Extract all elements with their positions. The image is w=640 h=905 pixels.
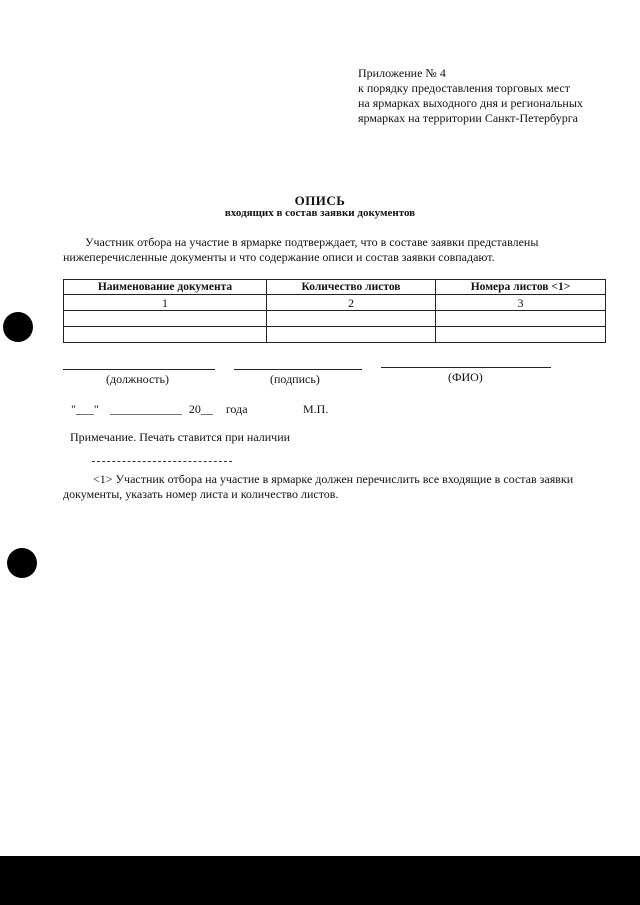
signature-label: (подпись)	[270, 372, 320, 386]
year-word: года	[225, 402, 248, 416]
appendix-line: на ярмарках выходного дня и региональных	[358, 96, 583, 110]
note-text: Примечание. Печать ставится при наличии	[70, 430, 291, 444]
year-blank[interactable]: __	[200, 402, 213, 416]
appendix-number: Приложение № 4	[358, 66, 446, 80]
table-row	[64, 327, 606, 343]
intro-line: Участник отбора на участие в ярмарке подтверждает, что в составе заявки представлены	[85, 235, 539, 249]
footnote	[63, 472, 611, 502]
year-prefix: 20	[188, 402, 201, 416]
table-header-row	[64, 280, 606, 295]
footnote-separator	[92, 461, 232, 462]
scan-border	[0, 856, 640, 905]
header-document-name: Наименование документа	[64, 280, 267, 295]
table-cell[interactable]	[267, 311, 436, 327]
punch-hole-mark	[7, 548, 37, 578]
month-blank[interactable]: ____________	[109, 402, 182, 416]
position-label: (должность)	[106, 372, 169, 386]
table-cell[interactable]	[436, 327, 606, 343]
table-cell[interactable]	[267, 327, 436, 343]
table-cell[interactable]	[64, 327, 267, 343]
header-sheet-count: Количество листов	[267, 280, 436, 295]
position-line[interactable]	[63, 369, 215, 370]
documents-table	[63, 279, 606, 343]
intro-paragraph	[63, 235, 603, 265]
footnote-line: документы, указать номер листа и количество листов.	[63, 487, 339, 501]
appendix-line: ярмарках на территории Санкт-Петербурга	[358, 111, 578, 125]
fullname-label: (ФИО)	[448, 370, 483, 384]
date-quote: "	[93, 402, 99, 416]
punch-hole-mark	[3, 312, 33, 342]
intro-line: нижеперечисленные документы и что содержание описи и состав заявки совпадают.	[63, 250, 495, 264]
appendix-block	[358, 66, 583, 126]
signature-line[interactable]	[234, 369, 362, 370]
table-row	[64, 295, 606, 311]
document-title: ОПИСЬ	[294, 193, 346, 208]
footnote-line: <1> Участник отбора на участие в ярмарке должен перечислить все входящие в состав заявки	[93, 472, 574, 486]
table-row	[64, 311, 606, 327]
date-line	[71, 402, 248, 417]
fullname-line[interactable]	[381, 367, 551, 368]
appendix-line: к порядку предоставления торговых мест	[358, 81, 570, 95]
document-subtitle: входящих в состав заявки документов	[224, 207, 416, 219]
table-cell: 2	[267, 295, 436, 311]
table-cell[interactable]	[64, 311, 267, 327]
date-quote: "	[71, 402, 76, 416]
table-cell: 1	[64, 295, 267, 311]
header-sheet-numbers: Номера листов <1>	[436, 280, 606, 295]
table-cell: 3	[436, 295, 606, 311]
day-blank[interactable]: ___	[75, 402, 94, 416]
table-cell[interactable]	[436, 311, 606, 327]
stamp-label: М.П.	[303, 402, 329, 416]
